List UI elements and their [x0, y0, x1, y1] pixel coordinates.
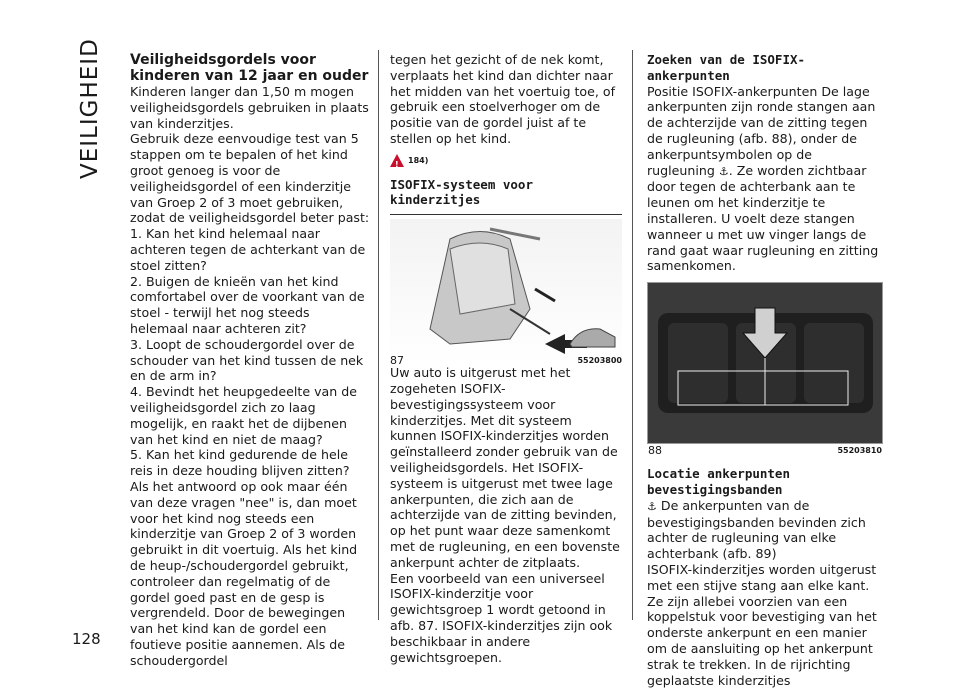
child-seat-illustration: [390, 219, 620, 365]
heading-isofix: ISOFIX-systeem voor kinderzitjes: [390, 176, 533, 208]
page-number: 128: [72, 630, 101, 648]
warning-ref-number: 184): [408, 155, 429, 165]
paragraph: ISOFIX-kinderzitjes worden uitgerust met een stijve stang aan elke kant. Ze zijn allebei voorzien van een koppelstuk voor bevestiging van het onderste ankerpunt en een manier om de aansluiting op het ankerpunt strak te trekken. In de rijrichting geplaatste kinderzitjes: [647, 561, 877, 688]
paragraph: 1. Kan het kind helemaal naar achteren tegen de achterkant van de stoel zitten?: [130, 226, 366, 273]
warning-triangle-icon: !: [390, 154, 404, 167]
figure-87-child-seat: [390, 219, 622, 365]
paragraph-text: De ankerpunten van de bevestigingsbanden bevinden zich achter de rugleuning van elke achterbank (afb. 89): [647, 497, 866, 562]
column-1: [130, 52, 370, 668]
column-divider-2: [632, 50, 633, 620]
section-title-text: VEILIGHEID: [77, 38, 103, 179]
paragraph-text: Positie ISOFIX-ankerpunten De lage ankerpunten zijn ronde stangen aan de achterzijde van de zitting tegen de rugleuning (afb. 88), onder de ankerpuntsymbolen op de rugleuning: [647, 83, 876, 178]
figure-number: 88: [648, 444, 662, 458]
figure-code: 55203800: [577, 355, 622, 365]
anchor-symbol-icon: ⚓: [718, 164, 729, 178]
section-side-title: [60, 38, 120, 186]
paragraph: Gebruik deze eenvoudige test van 5 stappen om te bepalen of het kind groot genoeg is voor de veiligheidsgordel of een kinderzitje van Groep 2 of 3 moet gebruiken, zodat de veiligheidsgordel beter past:: [130, 131, 370, 226]
paragraph: [647, 498, 883, 562]
anchor-symbol-icon: ⚓: [647, 499, 657, 513]
heading-tether-anchors: Locatie ankerpunten bevestigingsbanden: [647, 466, 790, 497]
figure-code: 55203810: [837, 446, 882, 456]
paragraph: 2. Buigen de knieën van het kind comfortabel over de voorkant van de stoel - terwijl het nog steeds helemaal naar achteren zit?: [130, 273, 365, 336]
paragraph: Kinderen langer dan 1,50 m mogen veiligheidsgordels gebruiken in plaats van kinderzitjes.: [130, 84, 369, 131]
paragraph: Een voorbeeld van een universeel ISOFIX-kinderzitje voor gewichtsgroep 1 wordt getoond in afb. 87. ISOFIX-kinderzitjes zijn ook beschikbaar in andere gewichtsgroepen.: [390, 570, 613, 665]
figure-number: 87: [390, 353, 404, 367]
paragraph: 4. Bevindt het heupgedeelte van de veiligheidsgordel zich zo laag mogelijk, en raakt het de dijbenen van het kind en niet de maag?: [130, 384, 357, 447]
heading-isofix-anchors: Zoeken van de ISOFIX-ankerpunten: [647, 52, 806, 83]
warning-reference: [390, 153, 622, 169]
column-2: [390, 52, 622, 665]
paragraph: [647, 84, 883, 275]
column-divider-1: [378, 50, 379, 620]
paragraph: 5. Kan het kind gedurende de hele reis in deze houding blijven zitten?: [130, 447, 350, 479]
paragraph: Als het antwoord op ook maar één van deze vragen "nee" is, dan moet voor het kind nog steeds een kinderzitje van Groep 2 of 3 worden gebruikt in dit voertuig. Als het kind de heup-/schoudergordel gebruikt, controleer dan regelmatig of de gordel goed past en de gesp is vergrendeld. Door de bewegingen van het kind kan de gordel een foutieve positie aannemen. Als de schoudergordel: [130, 478, 358, 668]
figure-88-rear-seat: [647, 282, 883, 458]
paragraph-text: . Ze worden zichtbaar door tegen de achterbank aan te leunen om het kinderzitje te installeren. U voelt deze stangen wanneer u met uw vinger langs de rand gaat waar rugleuning en zitting samenkomen.: [647, 162, 879, 274]
paragraph: Uw auto is uitgerust met het zogeheten ISOFIX-bevestigingssysteem voor kinderzitjes. Met dit systeem kunnen ISOFIX-kinderzitjes worden geïnstalleerd zonder gebruik van de veiligheidsgordels. Het ISOFIX-systeem is uitgerust met twee lage ankerpunten, die zich aan de achterzijde van de zitting bevinden, op het punt waar deze samenkomt met de rugleuning, en een bovenste ankerpunt achter de zitplaats.: [390, 365, 620, 570]
figure-caption: [648, 443, 882, 459]
column-3: [647, 52, 883, 688]
paragraph: tegen het gezicht of de nek komt, verplaats het kind dan dichter naar het midden van het voertuig toe, of gebruik een stoelverhoger om de positie van de gordel juist af te stellen op het kind.: [390, 52, 616, 146]
rear-seat-photo: [648, 283, 882, 443]
heading-seatbelts: Veiligheidsgordels voor kinderen van 12 jaar en ouder: [130, 52, 369, 84]
paragraph: 3. Loopt de schoudergordel over de schouder van het kind tussen de nek en de arm in?: [130, 336, 364, 384]
